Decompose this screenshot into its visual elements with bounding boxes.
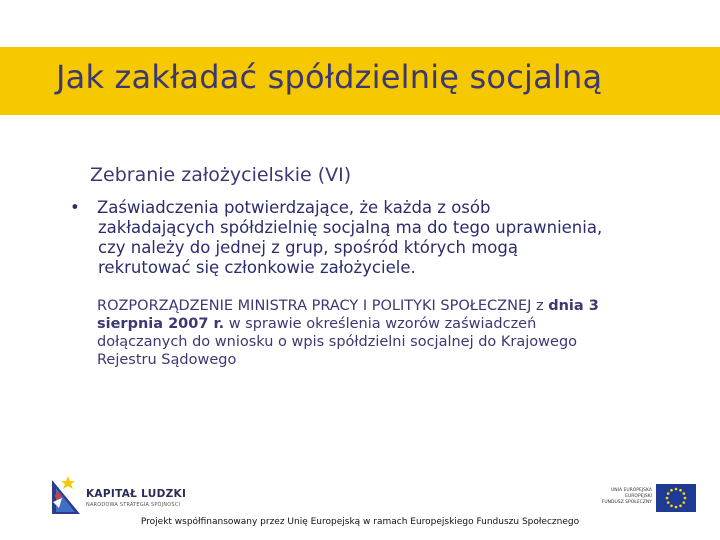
eu-logo [598, 484, 698, 514]
kapital-ludzki-logo [50, 474, 250, 516]
regulation-date-part-1: dnia 3 [548, 298, 599, 314]
regulation-subject-part-1: w sprawie określenia wzorów zaświadczeń [224, 316, 537, 332]
regulation-line-3: dołączanych do wniosku o wpis spółdzielni socjalnej do Krajowego [97, 334, 578, 350]
eu-logo-line-3: FUNDUSZ SPOŁECZNY [601, 500, 652, 505]
regulation-line-2 [97, 315, 687, 333]
bullet-line-1: Zaświadczenia potwierdzające, że każda z osób [97, 198, 491, 217]
eu-logo-text [598, 488, 652, 506]
kapital-ludzki-subtitle: NARODOWA STRATEGIA SPÓJNOŚCI [86, 502, 181, 508]
bullet-marker: • [70, 198, 80, 217]
eu-logo-line-1: UNIA EUROPEJSKA [611, 488, 652, 493]
kapital-ludzki-logo-icon [50, 474, 84, 516]
slide-title: Jak zakładać spółdzielnię socjalną [56, 58, 603, 96]
regulation-date-part-2: sierpnia 2007 r. [97, 316, 225, 332]
bullet-line-2: zakładających spółdzielnię socjalną ma do tego uprawnienia, [98, 218, 603, 237]
eu-flag-icon [656, 484, 696, 512]
bullet-item [70, 198, 700, 278]
footer-cofinancing-note: Projekt współfinansowany przez Unię Europejską w ramach Europejskiego Funduszu Społecznego [140, 517, 580, 527]
kapital-ludzki-name: KAPITAŁ LUDZKI [86, 488, 187, 500]
regulation-title: ROZPORZĄDZENIE MINISTRA PRACY I POLITYKI SPOŁECZNEJ z [97, 298, 549, 314]
bullet-line-3: czy należy do jednej z grup, spośród których mogą [98, 238, 518, 257]
slide-subtitle: Zebranie założycielskie (VI) [90, 164, 352, 186]
regulation-reference [97, 297, 687, 369]
bullet-text [97, 198, 700, 278]
eu-logo-line-2: EUROPEJSKI [625, 494, 652, 499]
regulation-line-4: Rejestru Sądowego [97, 352, 237, 368]
regulation-line-1 [97, 297, 687, 315]
bullet-line-4: rekrutować się członkowie założyciele. [98, 258, 416, 277]
